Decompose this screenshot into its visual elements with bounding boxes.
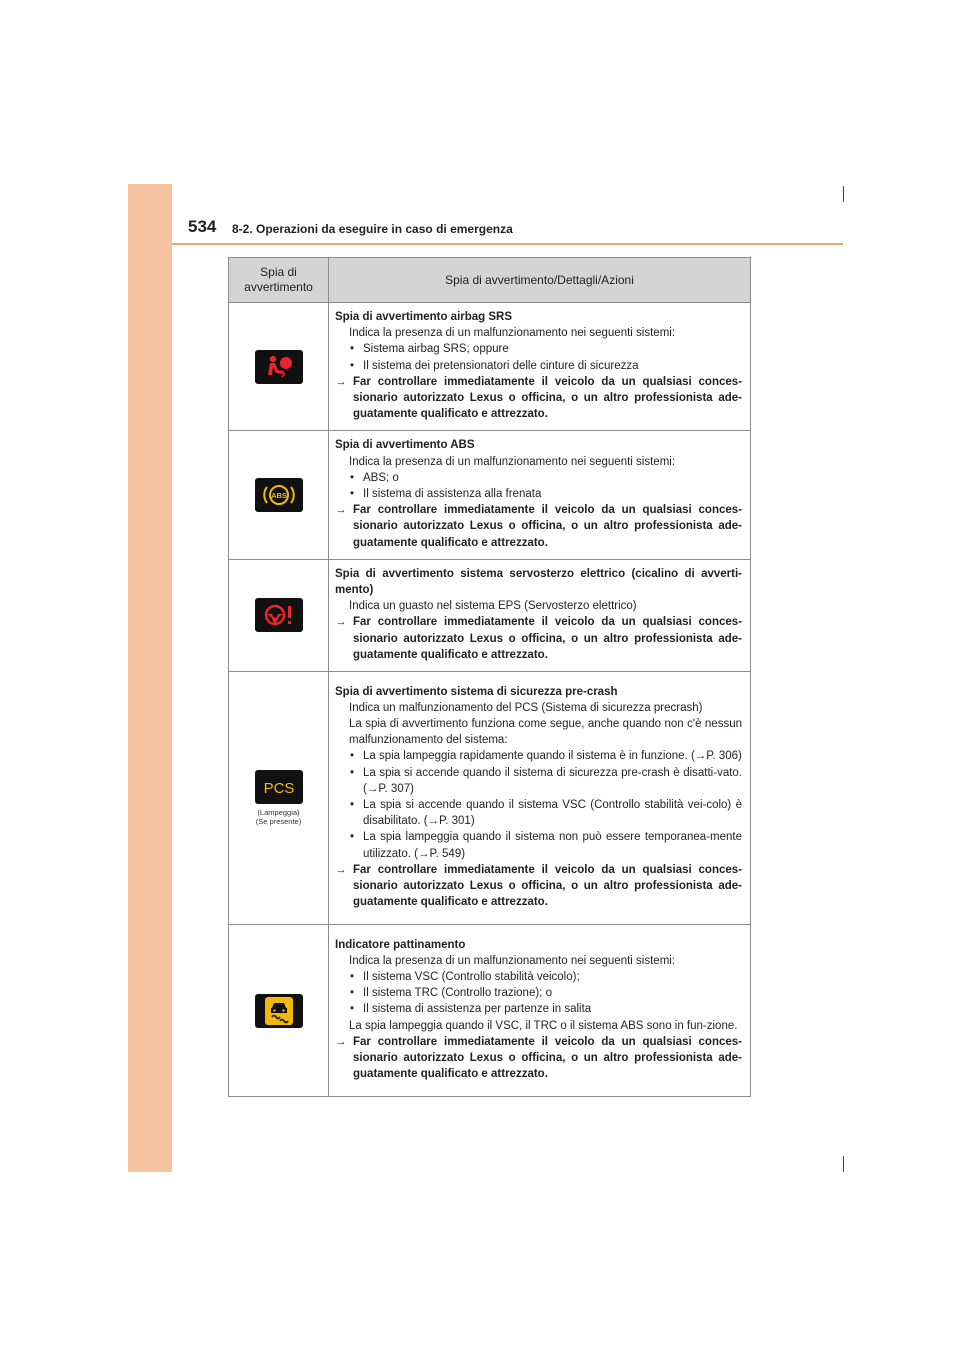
action-instruction: → Far controllare immediatamente il veicolo da un qualsiasi conces-sionario autorizzato Lexus o officina, o un altro professionista ade-guatamente qualificato e attrezzato. <box>335 504 742 549</box>
description-text: La spia lampeggia quando il VSC, il TRC o il sistema ABS sono in fun-zione. <box>349 1019 738 1032</box>
bullet-item: • ABS; o <box>350 471 399 484</box>
bullet-item: • Il sistema VSC (Controllo stabilità veicolo); <box>350 971 580 984</box>
crop-mark-bottom <box>843 1156 844 1172</box>
header-rule <box>172 243 843 245</box>
side-tab-bar <box>128 184 172 1172</box>
table-row <box>229 672 751 925</box>
table-row <box>229 925 751 1097</box>
description-text: Indica la presenza di un malfunzionamento nei seguenti sistemi: <box>349 954 676 967</box>
airbag-warning-icon <box>255 350 303 384</box>
warning-description-cell <box>329 559 751 671</box>
table-row <box>229 559 751 671</box>
abs-warning-icon <box>255 478 303 512</box>
warning-light-cell <box>229 431 329 559</box>
bullet-item: • La spia lampeggia quando il sistema non può essere temporanea-mente utilizzato. (→P. 549) <box>350 831 742 860</box>
page-number: 534 <box>188 217 217 236</box>
warning-title: Indicatore pattinamento <box>335 938 466 951</box>
bullet-item: • La spia si accende quando il sistema di sicurezza pre-crash è disatti-vato. (→P. 307) <box>350 766 742 795</box>
action-instruction: → Far controllare immediatamente il veicolo da un qualsiasi conces-sionario autorizzato Lexus o officina, o un altro professionista ade-guatamente qualificato e attrezzato. <box>335 616 742 661</box>
bullet-item: • Il sistema di assistenza alla frenata <box>350 488 542 501</box>
warning-light-cell <box>229 559 329 671</box>
svg-text:ABS: ABS <box>270 491 287 501</box>
bullet-item: • La spia si accende quando il sistema VSC (Controllo stabilità vei-colo) è disabilitato. (→P. 301) <box>350 799 742 828</box>
icon-note: (Lampeggia) (Se presente) <box>255 808 302 827</box>
description-text: Indica un guasto nel sistema EPS (Servosterzo elettrico) <box>349 600 637 613</box>
warning-lights-table <box>228 257 751 1097</box>
description-text: La spia di avvertimento funziona come segue, anche quando non c'è nessun malfunzionamento del sistema: <box>349 718 742 747</box>
description-text: Indica la presenza di un malfunzionamento nei seguenti sistemi: <box>349 455 676 468</box>
description-text: Indica un malfunzionamento del PCS (Sistema di sicurezza precrash) <box>349 701 703 714</box>
action-instruction: → Far controllare immediatamente il veicolo da un qualsiasi conces-sionario autorizzato Lexus o officina, o un altro professionista ade-guatamente qualificato e attrezzato. <box>335 863 742 909</box>
action-instruction: → Far controllare immediatamente il veicolo da un qualsiasi conces-sionario autorizzato Lexus o officina, o un altro professionista ade-guatamente qualificato e attrezzato. <box>335 1035 742 1081</box>
slip-indicator-icon <box>255 994 303 1028</box>
warning-title: Spia di avvertimento sistema di sicurezza pre-crash <box>335 685 618 698</box>
warning-title: Spia di avvertimento airbag SRS <box>335 311 513 323</box>
description-text: Indica la presenza di un malfunzionamento nei seguenti sistemi: <box>349 327 676 340</box>
warning-title: Spia di avvertimento ABS <box>335 439 475 452</box>
warning-light-cell <box>229 672 329 925</box>
warning-description-cell <box>329 925 751 1097</box>
section-title: 8-2. Operazioni da eseguire in caso di emergenza <box>232 222 513 236</box>
warning-light-cell <box>229 925 329 1097</box>
warning-description-cell <box>329 303 751 431</box>
bullet-item: • Il sistema dei pretensionatori delle cinture di sicurezza <box>350 359 639 372</box>
pcs-icon-label: PCS <box>263 780 294 798</box>
table-header-row <box>229 258 751 303</box>
warning-title: Spia di avvertimento sistema servosterzo elettrico (cicalino di avverti-mento) <box>335 567 742 597</box>
table-row <box>229 431 751 559</box>
column-header-light: Spia di avvertimento <box>229 258 329 303</box>
warning-description-cell <box>329 672 751 925</box>
warning-light-cell <box>229 303 329 431</box>
bullet-item: • Sistema airbag SRS; oppure <box>350 343 509 356</box>
column-header-details: Spia di avvertimento/Dettagli/Azioni <box>329 258 751 303</box>
eps-warning-icon <box>255 598 303 632</box>
bullet-item: • Il sistema TRC (Controllo trazione); o <box>350 987 552 1000</box>
action-instruction: → Far controllare immediatamente il veicolo da un qualsiasi conces-sionario autorizzato Lexus o officina, o un altro professionista ade-guatamente qualificato e attrezzato. <box>335 375 742 421</box>
bullet-item: • Il sistema di assistenza per partenze in salita <box>350 1003 592 1016</box>
warning-description-cell <box>329 431 751 559</box>
table-row <box>229 303 751 431</box>
bullet-item: • La spia lampeggia rapidamente quando il sistema è in funzione. (→P. 306) <box>350 750 742 763</box>
pcs-warning-icon <box>255 770 303 804</box>
crop-mark-top <box>843 186 844 202</box>
